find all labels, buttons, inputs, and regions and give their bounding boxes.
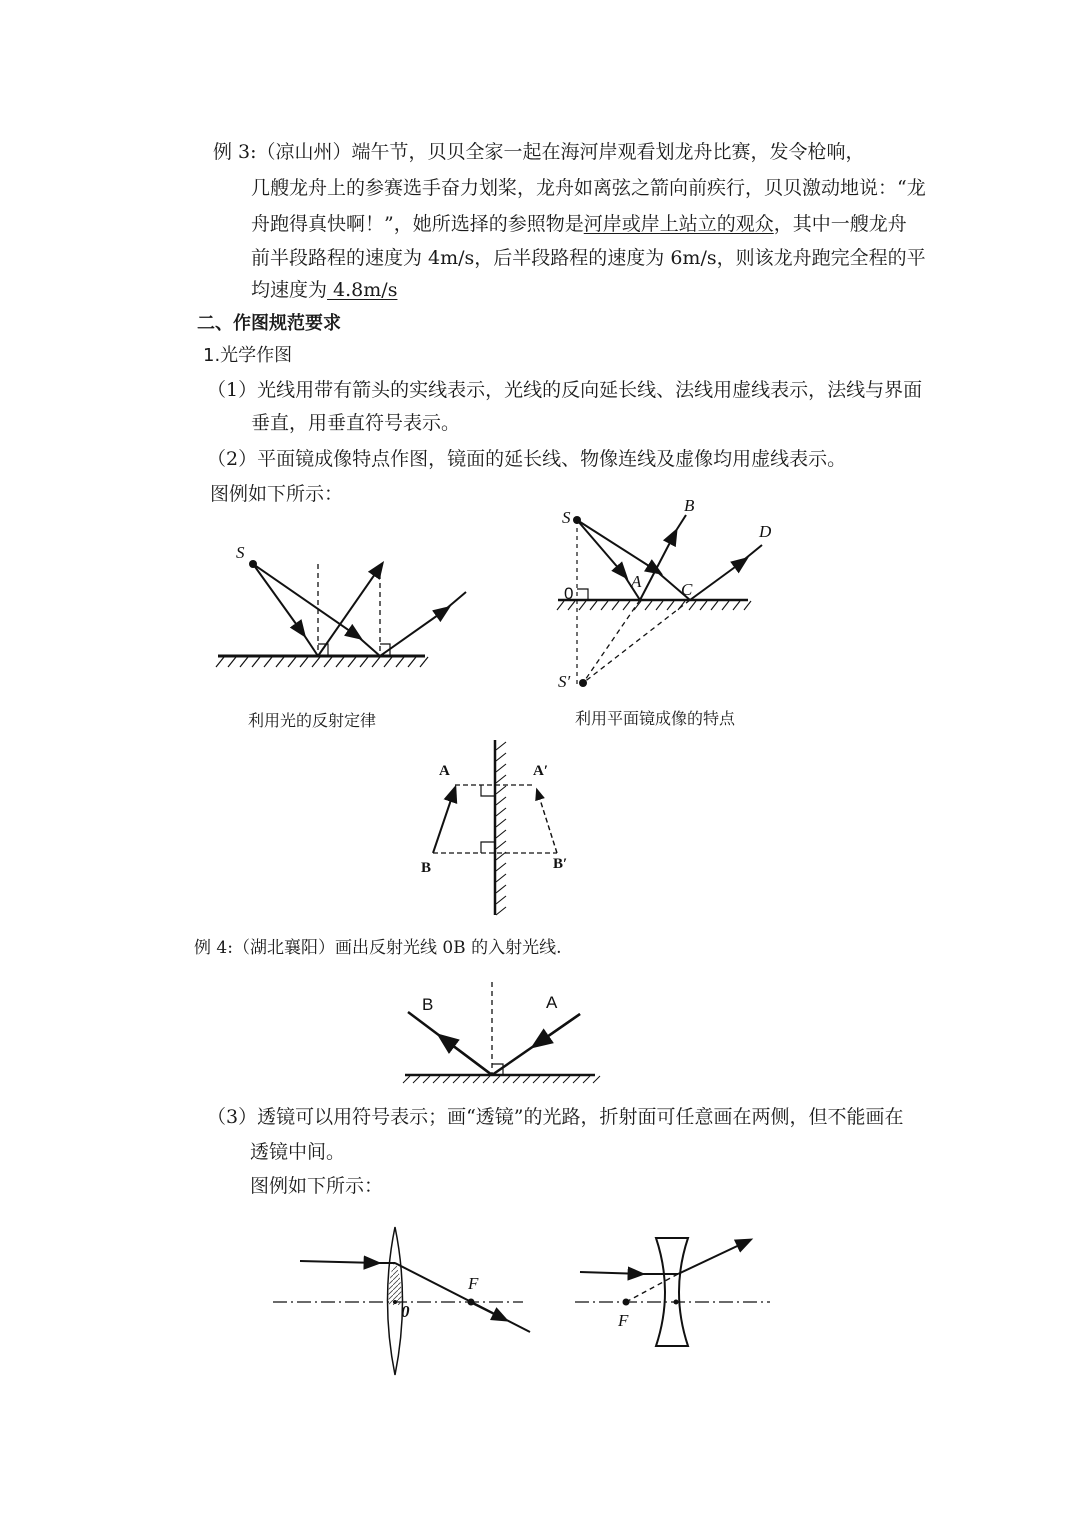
figure2-caption: 利用平面镜成像的特点 [575, 709, 736, 728]
label-o: 0 [564, 584, 574, 603]
figure-concave-lens [570, 1230, 780, 1350]
figure-example4 [400, 980, 610, 1090]
label-o: 0 [401, 1302, 410, 1321]
label-f: F [468, 1274, 479, 1293]
figure-mirror-image-ab [415, 740, 585, 920]
example-intro: 图例如下所示： [210, 483, 344, 505]
section-heading: 二、作图规范要求 [197, 313, 341, 334]
label-s: S [562, 508, 571, 527]
label-a: A [546, 993, 558, 1012]
answer-average-speed: 4.8m/s [327, 279, 398, 301]
example3-line5: 均速度为 4.8m/s [251, 279, 398, 301]
label-b: B [421, 860, 432, 876]
label-a: A [631, 572, 642, 591]
answer-reference-object: 河岸或岸上站立的观众 [583, 213, 774, 235]
label-a: A [439, 763, 450, 779]
rule2: （2）平面镜成像特点作图，镜面的延长线、物像连线及虚像均用虚线表示。 [207, 448, 847, 470]
rule1-line1: （1）光线用带有箭头的实线表示，光线的反向延长线、法线用虚线表示，法线与界面 [207, 379, 923, 401]
figure-reflection-law [200, 530, 490, 680]
label-c: C [681, 580, 693, 599]
label-d: D [759, 522, 772, 541]
figure-convex-lens [268, 1225, 538, 1385]
label-b: B [422, 995, 434, 1014]
label-s: S [236, 543, 245, 562]
label-a-prime: A′ [533, 763, 549, 779]
label-f: F [618, 1311, 629, 1330]
rule3-line2: 透镜中间。 [250, 1141, 346, 1163]
mirror-surface [216, 656, 428, 667]
figure1-caption: 利用光的反射定律 [248, 711, 377, 730]
example3-line4: 前半段路程的速度为 4m/s，后半段路程的速度为 6m/s，则该龙舟跑完全程的平 [251, 247, 926, 269]
rule3-line1: （3）透镜可以用符号表示；画“透镜”的光路，折射面可任意画在两侧，但不能画在 [207, 1106, 904, 1128]
label-b-prime: B′ [553, 856, 568, 872]
example4-text: 例 4:（湖北襄阳）画出反射光线 0B 的入射光线. [194, 938, 562, 958]
subsection-title: 1.光学作图 [203, 345, 293, 366]
example3-line3: 舟跑得真快啊！”，她所选择的参照物是河岸或岸上站立的观众，其中一艘龙舟 [251, 213, 907, 235]
figure-plane-mirror-imaging [550, 495, 790, 695]
rule3-example-intro: 图例如下所示： [250, 1175, 384, 1197]
example3-line1: 例 3:（凉山州）端午节，贝贝全家一起在海河岸观看划龙舟比赛，发令枪响， [213, 141, 865, 163]
rule1-line2: 垂直，用垂直符号表示。 [251, 412, 461, 434]
label-s-prime: S′ [558, 672, 571, 691]
label-b: B [684, 496, 695, 515]
example3-line2: 几艘龙舟上的参赛选手奋力划桨，龙舟如离弦之箭向前疾行，贝贝激动地说：“龙 [251, 177, 926, 199]
